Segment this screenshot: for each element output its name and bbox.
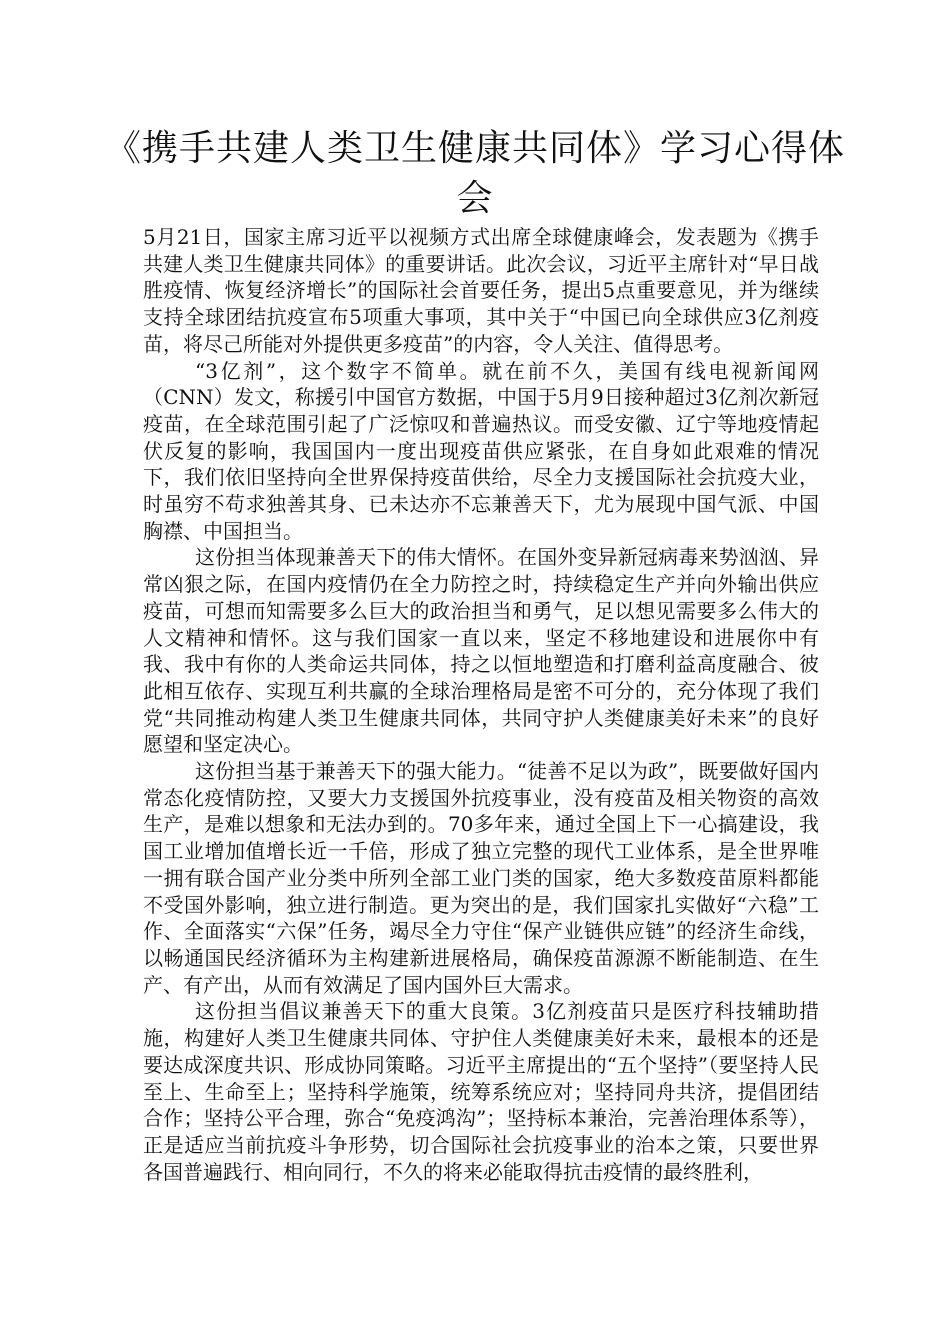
document-title: 《携手共建人类卫生健康共同体》学习心得体会 (104, 128, 845, 219)
paragraph: 这份担当基于兼善天下的强大能力。“徒善不足以为政”，既要做好国内常态化疫情防控，又要大力支援国外抗疫事业，没有疫苗及相关物资的高效生产，是难以想象和无法办到的。70多年来，通过全国上下一心搞建设，我国工业增加值增长近一千倍，形成了独立完整的现代工业体系，是全世界唯一拥有联合国产业分类中所列全部工业门类的国家，绝大多数疫苗原料都能不受国外影响，独立进行制造。更为突出的是，我们国家扎实做好“六稳”工作、全面落实“六保”任务，竭尽全力守住“保产业链供应链”的经济生命线，以畅通国民经济循环为主构建新进展格局，确保疫苗源源不断能制造、在生产、有产出，从而有效满足了国内国外巨大需求。 (143, 759, 819, 997)
paragraph: 这份担当体现兼善天下的伟大情怀。在国外变异新冠病毒来势汹汹、异常凶狠之际，在国内疫情仍在全力防控之时，持续稳定生产并向外输出供应疫苗，可想而知需要多么巨大的政治担当和勇气，足以想见需要多么伟大的人文精神和情怀。这与我们国家一直以来，坚定不移地建设和进展你中有我、我中有你的人类命运共同体，持之以恒地塑造和打磨利益高度融合、彼此相互依存、实现互利共赢的全球治理格局是密不可分的，充分体现了我们党“共同推动构建人类卫生健康共同体，共同守护人类健康美好未来”的良好愿望和坚定决心。 (143, 545, 819, 757)
document-body (143, 224, 819, 1185)
paragraph: “3亿剂”，这个数字不简单。就在前不久，美国有线电视新闻网（CNN）发文，称援引中国官方数据，中国于5月9日接种超过3亿剂次新冠疫苗，在全球范围引起了广泛惊叹和普遍热议。而受安徽、辽宁等地疫情起伏反复的影响，我国国内一度出现疫苗供应紧张，在自身如此艰难的情况下，我们依旧坚持向全世界保持疫苗供给，尽全力支援国际社会抗疫大业，时虽穷不苟求独善其身、已未达亦不忘兼善天下，尤为展现中国气派、中国胸襟、中国担当。 (143, 358, 819, 543)
paragraph: 这份担当倡议兼善天下的重大良策。3亿剂疫苗只是医疗科技辅助措施，构建好人类卫生健康共同体、守护住人类健康美好未来，最根本的还是要达成深度共识、形成协同策略。习近平主席提出的“五个坚持”（要坚持人民至上、生命至上；坚持科学施策，统筹系统应对；坚持同舟共济，提倡团结合作；坚持公平合理，弥合“免疫鸿沟”；坚持标本兼治，完善治理体系等），正是适应当前抗疫斗争形势，切合国际社会抗疫事业的治本之策，只要世界各国普遍践行、相向同行，不久的将来必能取得抗击疫情的最终胜利， (143, 999, 819, 1184)
paragraph: 5月21日，国家主席习近平以视频方式出席全球健康峰会，发表题为《携手共建人类卫生健康共同体》的重要讲话。此次会议，习近平主席针对“早日战胜疫情、恢复经济增长”的国际社会首要任务，提出5点重要意见，并为继续支持全球团结抗疫宣布5项重大事项，其中关于“中国已向全球供应3亿剂疫苗，将尽己所能对外提供更多疫苗”的内容，令人关注、值得思考。 (143, 225, 819, 356)
